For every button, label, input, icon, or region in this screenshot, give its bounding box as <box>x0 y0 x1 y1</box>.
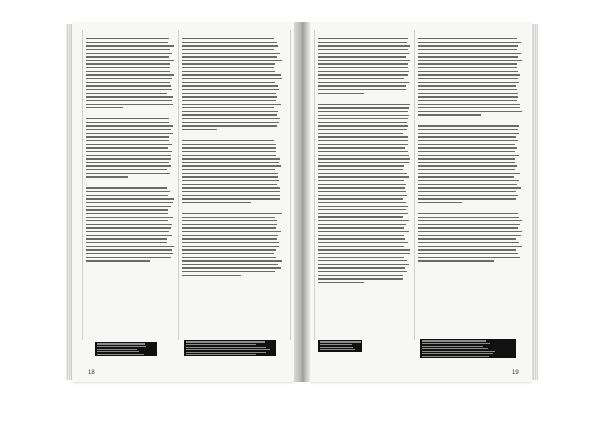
text-line <box>318 53 409 54</box>
text-line <box>318 158 410 159</box>
text-line <box>182 257 276 258</box>
text-line <box>318 271 407 272</box>
text-line <box>182 56 277 57</box>
caption-line <box>186 354 256 355</box>
text-line <box>418 114 481 115</box>
text-line <box>182 242 279 243</box>
text-line <box>86 238 167 239</box>
text-line <box>86 169 167 170</box>
paragraph-break <box>418 118 522 123</box>
text-line <box>318 198 403 199</box>
text-line <box>318 242 408 243</box>
text-line <box>86 71 170 72</box>
text-line <box>86 53 172 54</box>
text-line <box>318 227 404 228</box>
text-line <box>182 275 241 276</box>
text-line <box>318 162 409 163</box>
caption-line <box>422 343 490 344</box>
text-line <box>418 242 519 243</box>
text-line <box>418 42 521 43</box>
text-line <box>86 104 173 105</box>
caption-line <box>422 353 493 354</box>
text-line <box>86 176 128 177</box>
text-line <box>86 253 173 254</box>
text-line <box>182 224 277 225</box>
text-line <box>182 96 277 97</box>
text-line <box>182 53 280 54</box>
text-line <box>418 96 518 97</box>
text-line <box>418 60 522 61</box>
text-line <box>418 129 518 130</box>
text-line <box>418 144 515 145</box>
text-line <box>418 227 518 228</box>
text-line <box>318 60 410 61</box>
text-line <box>318 238 405 239</box>
text-line <box>86 191 170 192</box>
text-line <box>182 125 277 126</box>
text-line <box>86 235 172 236</box>
text-line <box>182 49 274 50</box>
text-line <box>418 71 518 72</box>
text-line <box>418 187 521 188</box>
text-line <box>418 56 518 57</box>
text-line <box>318 71 409 72</box>
text-line <box>86 93 167 94</box>
text-line <box>318 184 406 185</box>
text-line <box>418 74 520 75</box>
text-line <box>318 129 407 130</box>
caption-line <box>422 356 489 357</box>
text-line <box>418 238 516 239</box>
caption-line <box>320 349 355 350</box>
text-line <box>182 122 279 123</box>
text-line <box>86 187 167 188</box>
text-line <box>418 195 518 196</box>
text-line <box>318 209 406 210</box>
text-line <box>182 162 279 163</box>
text-line <box>418 111 522 112</box>
text-line <box>86 133 173 134</box>
caption-line <box>320 344 352 345</box>
text-line <box>318 155 409 156</box>
text-line <box>318 282 364 283</box>
text-line <box>418 235 521 236</box>
caption-line <box>320 341 361 342</box>
text-line <box>182 82 275 83</box>
text-line <box>86 78 172 79</box>
text-line <box>318 136 408 137</box>
text-line <box>182 140 274 141</box>
text-line <box>318 246 404 247</box>
text-line <box>318 165 404 166</box>
text-line <box>418 162 515 163</box>
right-column-1 <box>318 38 410 330</box>
text-line <box>86 206 171 207</box>
left-column-1 <box>86 38 174 330</box>
text-line <box>318 260 407 261</box>
text-line <box>182 191 280 192</box>
text-line <box>182 253 274 254</box>
text-line <box>182 63 275 64</box>
paragraph-break <box>182 206 282 211</box>
text-line <box>182 180 279 181</box>
text-line <box>418 180 519 181</box>
column-rule <box>290 30 291 340</box>
text-line <box>182 155 276 156</box>
column-rule <box>414 30 415 340</box>
text-line <box>86 136 169 137</box>
text-line <box>182 129 217 130</box>
paragraph-break <box>182 133 282 138</box>
text-line <box>182 173 278 174</box>
text-line <box>86 129 171 130</box>
text-line <box>86 85 171 86</box>
text-line <box>86 242 167 243</box>
text-line <box>182 169 275 170</box>
text-line <box>86 198 174 199</box>
text-line <box>318 140 408 141</box>
text-line <box>182 78 282 79</box>
text-line <box>318 220 409 221</box>
text-line <box>318 118 408 119</box>
text-line <box>418 173 520 174</box>
text-line <box>318 42 407 43</box>
text-line <box>318 195 407 196</box>
caption-line <box>422 348 488 349</box>
text-line <box>182 104 281 105</box>
text-line <box>86 173 170 174</box>
text-line <box>318 173 407 174</box>
text-line <box>182 267 281 268</box>
text-line <box>182 114 277 115</box>
text-line <box>318 78 404 79</box>
column-rule <box>82 30 83 340</box>
text-line <box>318 144 408 145</box>
text-line <box>182 144 276 145</box>
column-rule <box>178 30 179 340</box>
text-line <box>182 235 278 236</box>
caption-block <box>184 340 276 356</box>
text-line <box>318 216 403 217</box>
caption-block <box>95 342 157 356</box>
text-line <box>318 122 407 123</box>
text-line <box>418 53 521 54</box>
paragraph-break <box>86 180 174 185</box>
text-line <box>418 125 519 126</box>
text-line <box>318 187 405 188</box>
text-line <box>182 202 251 203</box>
text-line <box>182 147 276 148</box>
caption-line <box>97 354 144 355</box>
text-line <box>182 198 280 199</box>
text-line <box>418 140 518 141</box>
text-line <box>86 165 171 166</box>
text-line <box>86 202 173 203</box>
paragraph-break <box>86 111 174 116</box>
text-line <box>318 202 406 203</box>
text-line <box>318 206 408 207</box>
text-line <box>418 249 516 250</box>
caption-line <box>422 346 483 347</box>
caption-block <box>420 339 516 358</box>
text-line <box>86 155 171 156</box>
caption-line <box>97 343 145 344</box>
text-line <box>318 249 410 250</box>
paragraph-break <box>318 96 410 101</box>
text-line <box>318 275 403 276</box>
text-line <box>318 45 410 46</box>
text-line <box>318 125 408 126</box>
text-line <box>86 151 172 152</box>
text-line <box>86 162 169 163</box>
text-line <box>318 49 408 50</box>
text-line <box>182 238 277 239</box>
text-line <box>318 115 409 116</box>
text-line <box>86 45 174 46</box>
caption-line <box>186 344 256 345</box>
text-line <box>86 96 173 97</box>
text-line <box>182 220 277 221</box>
text-line <box>182 264 278 265</box>
text-line <box>182 100 276 101</box>
text-line <box>418 165 517 166</box>
text-line <box>418 147 517 148</box>
text-line <box>318 264 409 265</box>
text-line <box>182 158 280 159</box>
text-line <box>418 85 516 86</box>
text-line <box>318 151 408 152</box>
text-line <box>318 82 409 83</box>
text-line <box>418 246 522 247</box>
text-line <box>418 107 520 108</box>
text-line <box>86 100 172 101</box>
text-line <box>418 38 517 39</box>
text-line <box>86 82 170 83</box>
text-line <box>418 158 515 159</box>
text-line <box>318 257 404 258</box>
text-line <box>86 213 168 214</box>
text-line <box>182 67 274 68</box>
text-line <box>418 89 517 90</box>
text-line <box>418 63 517 64</box>
caption-line <box>186 349 270 350</box>
text-line <box>418 260 494 261</box>
caption-line <box>422 340 486 341</box>
text-line <box>86 67 170 68</box>
text-line <box>418 155 519 156</box>
caption-line <box>97 349 137 350</box>
spine <box>294 22 310 382</box>
text-line <box>86 195 168 196</box>
text-line <box>418 136 516 137</box>
text-line <box>86 217 173 218</box>
text-line <box>318 231 409 232</box>
text-line <box>182 38 274 39</box>
caption-line <box>422 351 495 352</box>
page-number-right: 19 <box>512 370 519 376</box>
text-line <box>318 224 406 225</box>
text-line <box>182 187 280 188</box>
text-line <box>86 118 169 119</box>
caption-line <box>97 351 139 352</box>
caption-line <box>320 347 353 348</box>
text-line <box>418 45 518 46</box>
text-line <box>418 198 516 199</box>
text-line <box>182 60 282 61</box>
text-line <box>182 45 278 46</box>
text-line <box>318 56 406 57</box>
caption-line <box>186 347 266 348</box>
text-line <box>318 85 406 86</box>
text-line <box>318 93 364 94</box>
text-line <box>418 100 517 101</box>
text-line <box>182 89 279 90</box>
column-rule <box>314 30 315 340</box>
text-line <box>182 107 274 108</box>
caption-line <box>186 352 266 353</box>
text-line <box>318 133 403 134</box>
text-line <box>86 122 169 123</box>
text-line <box>86 74 174 75</box>
text-line <box>318 104 410 105</box>
text-line <box>182 184 277 185</box>
text-line <box>318 213 408 214</box>
text-line <box>418 104 520 105</box>
text-line <box>182 176 278 177</box>
text-line <box>86 107 123 108</box>
text-line <box>418 191 516 192</box>
text-line <box>418 133 519 134</box>
text-line <box>86 246 174 247</box>
text-line <box>182 260 282 261</box>
text-line <box>182 74 281 75</box>
text-line <box>182 271 275 272</box>
text-line <box>318 74 408 75</box>
text-line <box>318 38 408 39</box>
text-line <box>182 151 276 152</box>
text-line <box>318 267 405 268</box>
caption-line <box>186 341 265 342</box>
right-column-2 <box>418 38 522 330</box>
text-line <box>182 118 280 119</box>
text-line <box>318 111 408 112</box>
text-line <box>418 93 518 94</box>
text-line <box>182 217 275 218</box>
text-line <box>182 227 276 228</box>
text-line <box>318 147 405 148</box>
text-line <box>418 184 517 185</box>
text-line <box>86 147 168 148</box>
text-line <box>182 249 276 250</box>
text-line <box>318 63 408 64</box>
text-line <box>86 144 172 145</box>
text-line <box>418 231 522 232</box>
text-line <box>182 111 278 112</box>
right-page-edge <box>532 24 538 380</box>
text-line <box>418 82 519 83</box>
text-line <box>318 253 410 254</box>
text-line <box>86 38 169 39</box>
text-line <box>318 191 406 192</box>
text-line <box>86 220 168 221</box>
text-line <box>86 209 168 210</box>
text-line <box>86 49 170 50</box>
text-line <box>318 89 406 90</box>
left-column-2 <box>182 38 282 330</box>
text-line <box>318 235 404 236</box>
text-line <box>86 257 171 258</box>
text-line <box>318 180 404 181</box>
text-line <box>86 89 172 90</box>
text-line <box>418 224 520 225</box>
text-line <box>86 56 169 57</box>
text-line <box>418 202 462 203</box>
text-line <box>86 249 172 250</box>
text-line <box>418 253 518 254</box>
text-line <box>182 195 280 196</box>
text-line <box>318 176 409 177</box>
text-line <box>182 213 282 214</box>
text-line <box>182 71 275 72</box>
text-line <box>418 220 522 221</box>
text-line <box>318 107 409 108</box>
text-line <box>418 49 517 50</box>
text-line <box>418 257 520 258</box>
text-line <box>86 260 150 261</box>
text-line <box>418 151 515 152</box>
text-line <box>418 67 517 68</box>
text-line <box>86 42 168 43</box>
text-line <box>418 176 514 177</box>
text-line <box>182 231 281 232</box>
text-line <box>418 213 518 214</box>
text-line <box>182 93 276 94</box>
text-line <box>182 85 278 86</box>
text-line <box>318 169 403 170</box>
text-line <box>86 231 169 232</box>
text-line <box>318 278 403 279</box>
paragraph-break <box>418 206 522 211</box>
text-line <box>418 169 515 170</box>
text-line <box>418 217 519 218</box>
text-line <box>418 78 518 79</box>
page-number-left: 18 <box>88 370 95 376</box>
caption-line <box>97 346 146 347</box>
text-line <box>86 140 169 141</box>
text-line <box>318 67 408 68</box>
text-line <box>86 125 173 126</box>
text-line <box>86 60 174 61</box>
text-line <box>86 63 170 64</box>
text-line <box>86 224 172 225</box>
text-line <box>182 165 281 166</box>
text-line <box>86 227 171 228</box>
text-line <box>182 246 279 247</box>
text-line <box>182 42 277 43</box>
text-line <box>86 158 171 159</box>
caption-block <box>318 340 362 352</box>
